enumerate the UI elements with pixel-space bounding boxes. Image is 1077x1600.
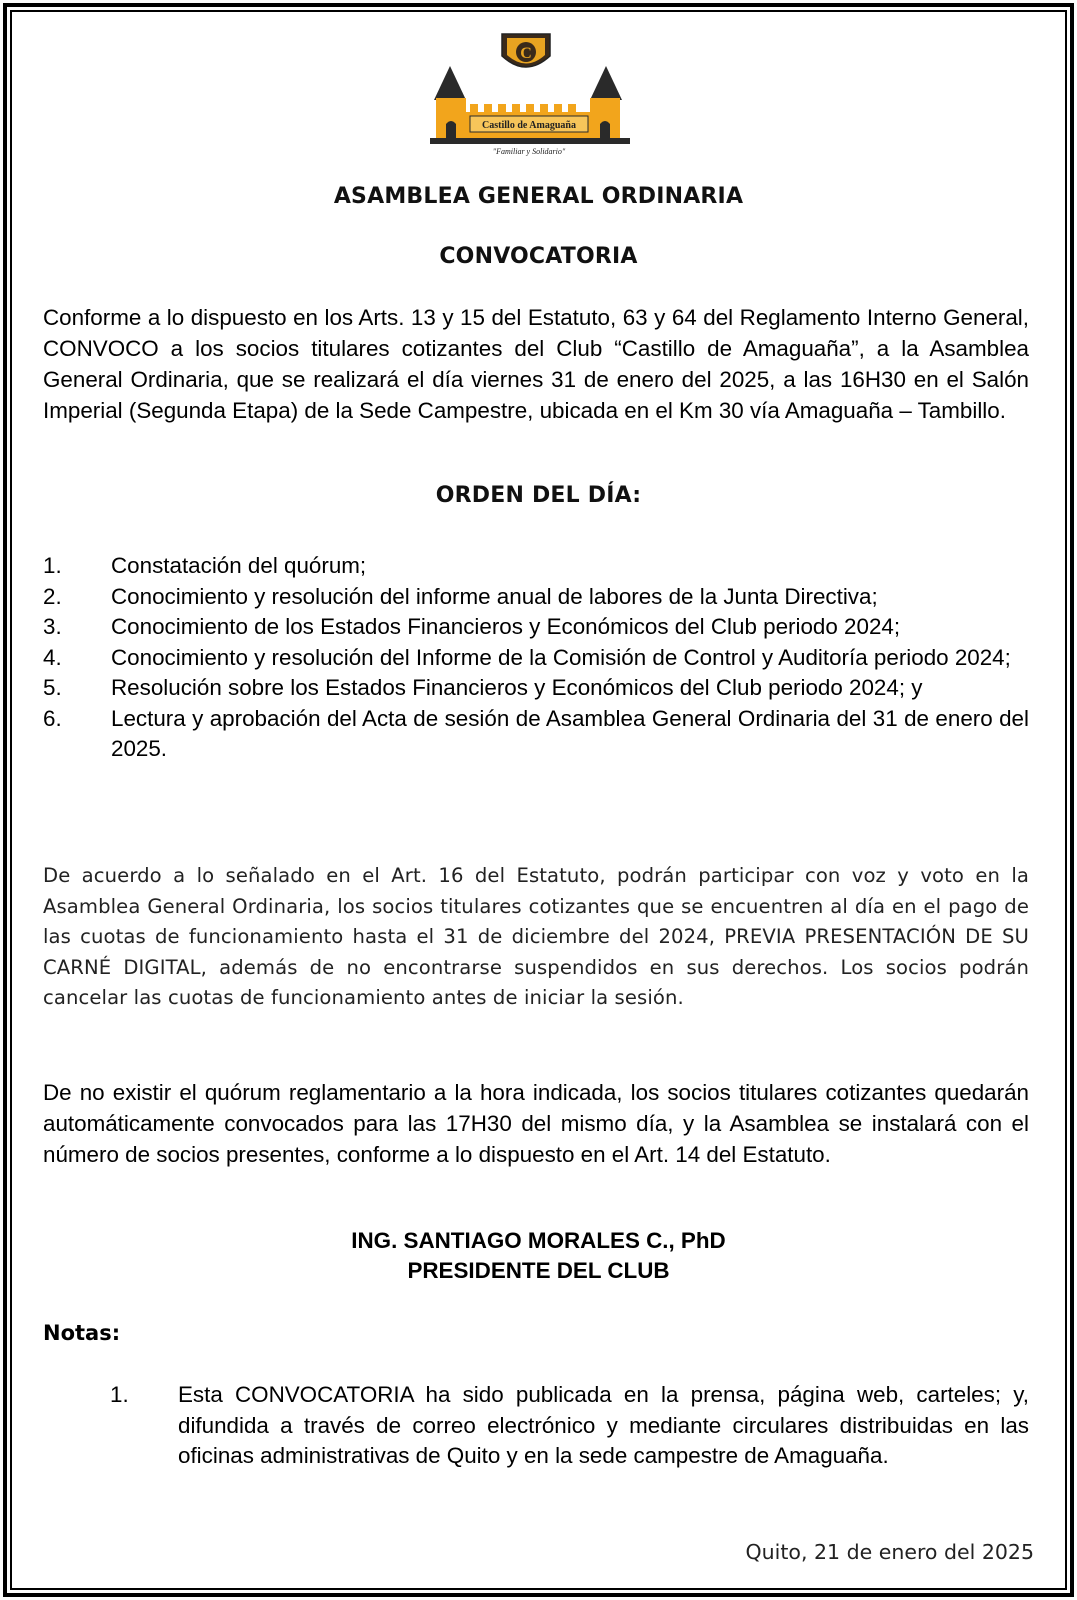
agenda-item — [43, 673, 1029, 704]
agenda-number: 3. — [43, 614, 62, 639]
agenda-item — [43, 643, 1029, 674]
logo-tagline: "Familiar y Solidario" — [492, 147, 566, 156]
agenda-number: 5. — [43, 675, 62, 700]
logo-name: Castillo de Amaguaña — [482, 120, 576, 131]
call-heading: CONVOCATORIA — [439, 244, 638, 269]
assembly-heading: ASAMBLEA GENERAL ORDINARIA — [333, 184, 744, 209]
castle-logo-icon — [430, 30, 650, 160]
agenda-heading: ORDEN DEL DÍA: — [435, 483, 642, 508]
agenda-number: 6. — [43, 705, 62, 731]
agenda-item — [43, 704, 1029, 765]
agenda-text: Lectura y aprobación del Acta de sesión de Asamblea General Ordinaria del 31 de enero del 2025. — [111, 705, 1029, 761]
agenda-text: Conocimiento de los Estados Financieros y Económicos del Club periodo 2024; — [111, 614, 901, 639]
agenda-number: 2. — [43, 583, 62, 609]
agenda-list — [43, 551, 1029, 765]
note-text: Esta CONVOCATORIA ha sido publicada en la prensa, página web, carteles; y, difundida a través de correo electrónico y mediante circulares distribuidas en las oficinas administrativas de Quito y en la sede campestre de Amaguaña. — [178, 1382, 1029, 1468]
signatory-title: PRESIDENTE DEL CLUB — [407, 1258, 670, 1283]
agenda-text: Conocimiento y resolución del Informe de la Comisión de Control y Auditoría periodo 2024; — [111, 644, 1011, 670]
agenda-item — [43, 582, 1029, 613]
document-date: Quito, 21 de enero del 2025 — [745, 1540, 1034, 1564]
signatory-name: ING. SANTIAGO MORALES C., PhD — [351, 1228, 726, 1253]
agenda-text: Resolución sobre los Estados Financieros y Económicos del Club periodo 2024; y — [111, 675, 923, 700]
agenda-item — [43, 612, 1029, 643]
quorum-paragraph: De no existir el quórum reglamentario a la hora indicada, los socios titulares cotizantes quedarán automáticamente convocados para las 17H30 del mismo día, y la Asamblea se instalará con el número de socios presentes, conforme a lo dispuesto en el Art. 14 del Estatuto. — [43, 1080, 1029, 1167]
agenda-number: 4. — [43, 644, 62, 670]
intro-paragraph: Conforme a lo dispuesto en los Arts. 13 y 15 del Estatuto, 63 y 64 del Reglamento Interno General, CONVOCO a los socios titulares cotizantes del Club “Castillo de Amaguaña”, a la Asamblea General Ordinaria, que se realizará el día viernes 31 de enero del 2025, a las 16H30 en el Salón Imperial (Segunda Etapa) de la Sede Campestre, ubicada en el Km 30 vía Amaguaña – Tambillo. — [43, 305, 1029, 423]
emblem-letter: C — [520, 45, 532, 62]
participation-paragraph: De acuerdo a lo señalado en el Art. 16 del Estatuto, podrán participar con voz y voto en la Asamblea General Ordinaria, los socios titulares cotizantes que se encuentren al día en el pago de las cuotas de funcionamiento hasta el 31 de diciembre del 2024, PREVIA PRESENTACIÓN DE SU CARNÉ DIGITAL, además de no encontrarse suspendidos en sus derechos. Los socios podrán cancelar las cuotas de funcionamiento antes de iniciar la sesión. — [43, 864, 1029, 1009]
club-logo — [430, 30, 650, 160]
agenda-text: Constatación del quórum; — [111, 553, 367, 578]
notes-title: Notas: — [43, 1321, 121, 1345]
agenda-text: Conocimiento y resolución del informe anual de labores de la Junta Directiva; — [111, 583, 878, 609]
agenda-item — [43, 551, 1029, 582]
agenda-number: 1. — [43, 553, 62, 578]
note-item — [110, 1380, 1029, 1472]
note-number: 1. — [110, 1382, 129, 1407]
